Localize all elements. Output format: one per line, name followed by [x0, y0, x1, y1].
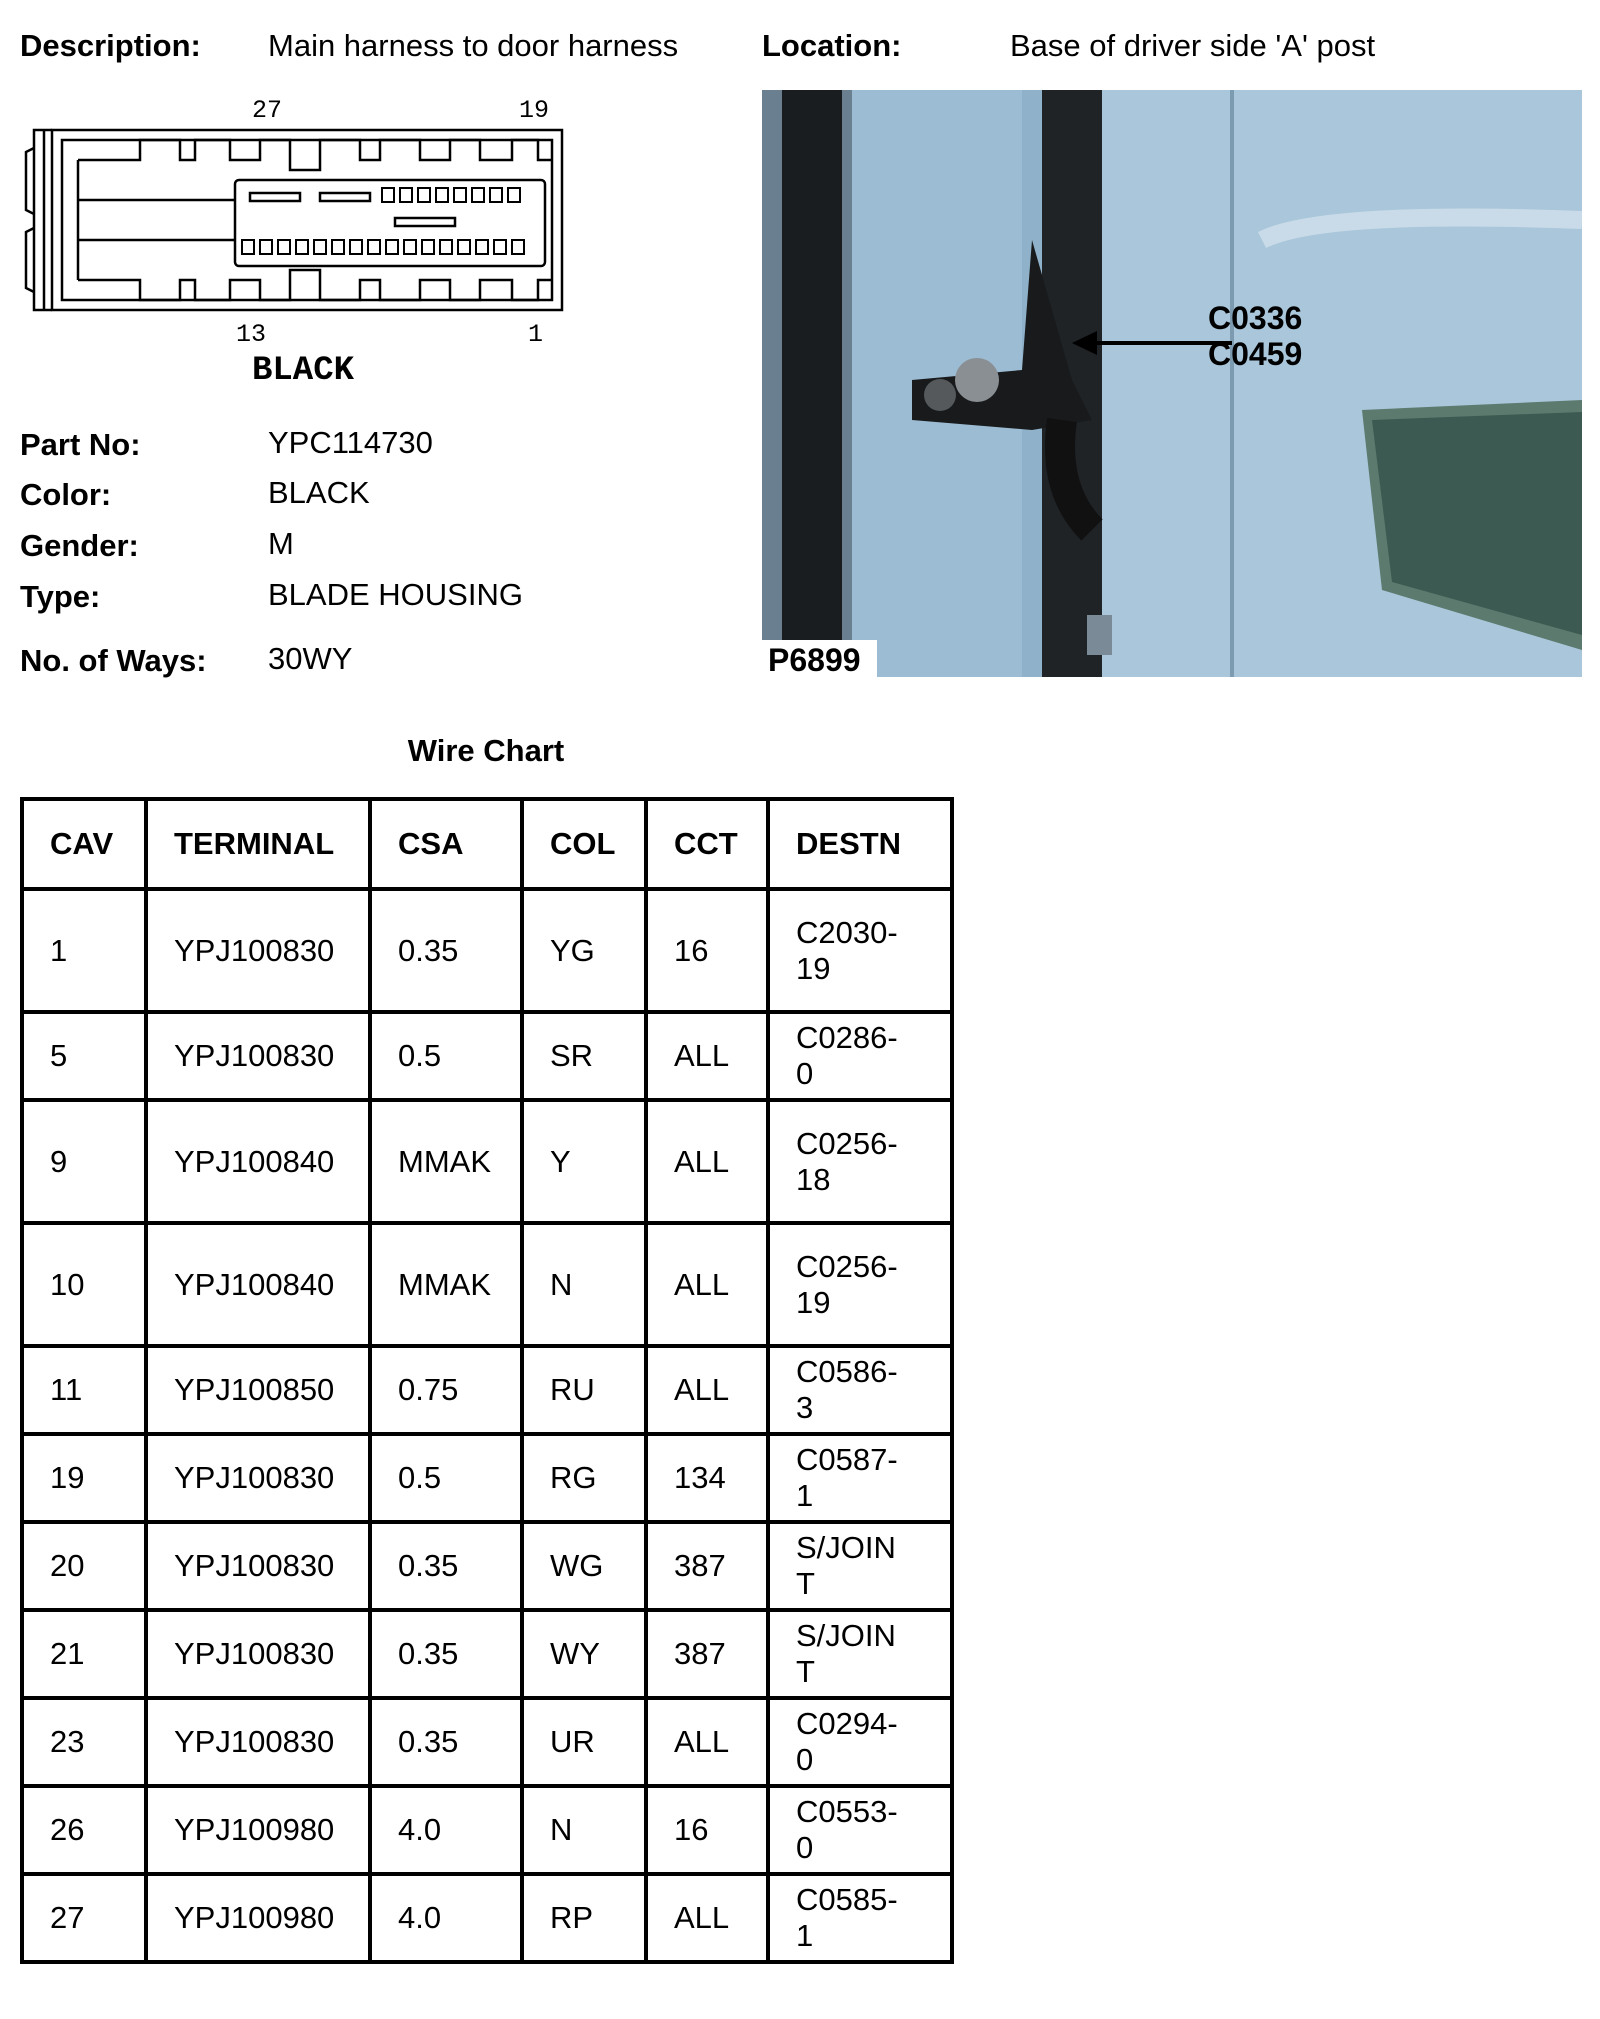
table-row — [22, 1223, 952, 1346]
cell-cav: 21 — [22, 1610, 146, 1698]
cell-cct: ALL — [646, 1012, 768, 1100]
cell-csa: 0.35 — [370, 889, 522, 1012]
cell-terminal: YPJ100980 — [146, 1874, 370, 1962]
color-value: BLACK — [268, 475, 370, 510]
description-value: Main harness to door harness — [268, 28, 679, 63]
table-row — [22, 1698, 952, 1786]
wire-chart-title: Wire Chart — [407, 733, 565, 768]
location-photo — [762, 90, 1582, 677]
cell-cav: 9 — [22, 1100, 146, 1223]
cell-csa: 0.35 — [370, 1610, 522, 1698]
header-cct: CCT — [646, 799, 768, 889]
cell-csa: 0.35 — [370, 1522, 522, 1610]
ways-value: 30WY — [268, 641, 353, 676]
pin-label-27: 27 — [252, 96, 283, 125]
cell-cct: 387 — [646, 1610, 768, 1698]
cell-col: RU — [522, 1346, 646, 1434]
type-value: BLADE HOUSING — [268, 577, 523, 612]
cell-cav: 26 — [22, 1786, 146, 1874]
cell-terminal: YPJ100840 — [146, 1223, 370, 1346]
table-row — [22, 889, 952, 1012]
cell-csa: 4.0 — [370, 1786, 522, 1874]
table-row — [22, 1100, 952, 1223]
cell-terminal: YPJ100830 — [146, 1698, 370, 1786]
photo-connector-id-1: C0336 — [1208, 300, 1303, 336]
gender-value: M — [268, 526, 294, 561]
color-label: Color: — [20, 477, 112, 512]
cell-csa: 0.75 — [370, 1346, 522, 1434]
table-row — [22, 1786, 952, 1874]
cell-destn: C0294-0 — [768, 1698, 952, 1786]
cell-terminal: YPJ100830 — [146, 889, 370, 1012]
table-row — [22, 1610, 952, 1698]
cell-destn: C0256-19 — [768, 1223, 952, 1346]
header-terminal: TERMINAL — [146, 799, 370, 889]
cell-csa: 0.5 — [370, 1012, 522, 1100]
cell-cav: 23 — [22, 1698, 146, 1786]
table-row — [22, 1522, 952, 1610]
cell-col: N — [522, 1223, 646, 1346]
cell-cct: ALL — [646, 1223, 768, 1346]
cell-cav: 5 — [22, 1012, 146, 1100]
cell-destn: C0587-1 — [768, 1434, 952, 1522]
cell-destn: C0256-18 — [768, 1100, 952, 1223]
cell-destn: C0585-1 — [768, 1874, 952, 1962]
table-row — [22, 1874, 952, 1962]
cell-terminal: YPJ100830 — [146, 1522, 370, 1610]
pin-label-1: 1 — [528, 320, 544, 349]
cell-terminal: YPJ100830 — [146, 1434, 370, 1522]
cell-cav: 11 — [22, 1346, 146, 1434]
pin-label-19: 19 — [519, 96, 550, 125]
cell-cct: ALL — [646, 1346, 768, 1434]
part-no-value: YPC114730 — [268, 425, 433, 460]
cell-col: RG — [522, 1434, 646, 1522]
cell-col: WG — [522, 1522, 646, 1610]
cell-cct: ALL — [646, 1698, 768, 1786]
cell-cct: ALL — [646, 1100, 768, 1223]
cell-destn: C0553-0 — [768, 1786, 952, 1874]
header-cav: CAV — [22, 799, 146, 889]
cell-destn: S/JOINT — [768, 1610, 952, 1698]
location-label: Location: — [762, 28, 902, 63]
cell-cav: 10 — [22, 1223, 146, 1346]
cell-cct: 387 — [646, 1522, 768, 1610]
cell-cav: 20 — [22, 1522, 146, 1610]
cell-col: Y — [522, 1100, 646, 1223]
cell-cav: 19 — [22, 1434, 146, 1522]
cell-col: N — [522, 1786, 646, 1874]
cell-cct: 16 — [646, 889, 768, 1012]
table-row — [22, 1434, 952, 1522]
cell-col: WY — [522, 1610, 646, 1698]
cell-terminal: YPJ100840 — [146, 1100, 370, 1223]
cell-destn: S/JOINT — [768, 1522, 952, 1610]
header-destn: DESTN — [768, 799, 952, 889]
photo-connector-id-2: C0459 — [1208, 336, 1303, 372]
table-row — [22, 1012, 952, 1100]
cell-cav: 1 — [22, 889, 146, 1012]
cell-col: UR — [522, 1698, 646, 1786]
cell-destn: C2030-19 — [768, 889, 952, 1012]
cell-col: RP — [522, 1874, 646, 1962]
cell-terminal: YPJ100850 — [146, 1346, 370, 1434]
cell-csa: 4.0 — [370, 1874, 522, 1962]
diagram-color-label: BLACK — [252, 352, 355, 390]
ways-label: No. of Ways: — [20, 643, 207, 678]
table-row — [22, 1346, 952, 1434]
description-label: Description: — [20, 28, 201, 63]
cell-destn: C0586-3 — [768, 1346, 952, 1434]
cell-terminal: YPJ100830 — [146, 1012, 370, 1100]
cell-terminal: YPJ100830 — [146, 1610, 370, 1698]
gender-label: Gender: — [20, 528, 139, 563]
wire-chart-header-row — [22, 799, 952, 889]
cell-cct: ALL — [646, 1874, 768, 1962]
part-no-label: Part No: — [20, 427, 141, 462]
location-value: Base of driver side 'A' post — [1010, 28, 1376, 63]
cell-csa: MMAK — [370, 1100, 522, 1223]
photo-reference: P6899 — [768, 642, 861, 677]
cell-csa: 0.5 — [370, 1434, 522, 1522]
cell-csa: MMAK — [370, 1223, 522, 1346]
pin-label-13: 13 — [236, 320, 267, 349]
cell-destn: C0286-0 — [768, 1012, 952, 1100]
type-label: Type: — [20, 579, 101, 614]
cell-csa: 0.35 — [370, 1698, 522, 1786]
cell-cct: 134 — [646, 1434, 768, 1522]
cell-col: SR — [522, 1012, 646, 1100]
cell-cav: 27 — [22, 1874, 146, 1962]
cell-terminal: YPJ100980 — [146, 1786, 370, 1874]
cell-col: YG — [522, 889, 646, 1012]
header-csa: CSA — [370, 799, 522, 889]
photo-illustration — [762, 90, 1582, 677]
cell-cct: 16 — [646, 1786, 768, 1874]
header-col: COL — [522, 799, 646, 889]
wire-chart-table — [20, 797, 954, 1964]
